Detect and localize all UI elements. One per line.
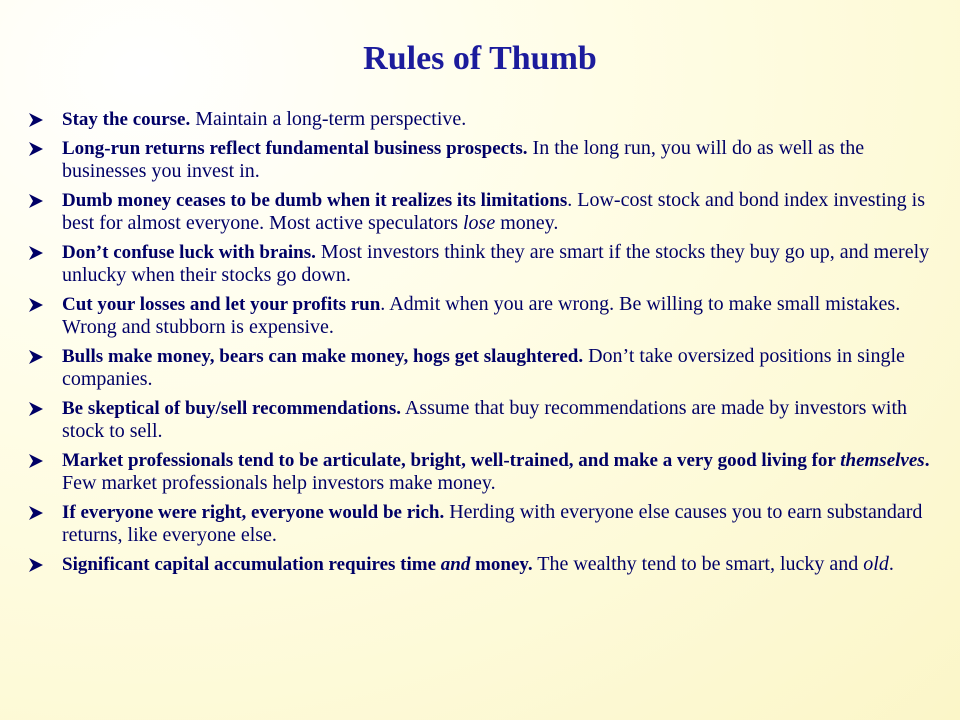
rules-list bbox=[28, 108, 940, 582]
rule-item bbox=[28, 108, 940, 131]
rule-body: . Admit when you are wrong. Be willing to make small mistakes. Wrong and stubborn is expensive. bbox=[62, 293, 901, 338]
rule-body: Most investors think they are smart if the stocks they buy go up, and merely unlucky when their stocks go down. bbox=[62, 241, 930, 286]
rule-lead: Long-run returns reflect fundamental business prospects. bbox=[62, 138, 528, 159]
arrowhead-bullet-icon bbox=[28, 401, 44, 417]
rule-item bbox=[28, 293, 940, 339]
arrowhead-bullet-icon bbox=[28, 112, 44, 128]
rule-body: In the long run, you will do as well as the businesses you invest in. bbox=[62, 137, 865, 182]
rule-lead-end: . bbox=[924, 450, 930, 471]
rule-lead: Bulls make money, bears can make money, hogs get slaughtered. bbox=[62, 346, 584, 367]
rule-lead-end: money. bbox=[470, 554, 533, 575]
rule-item bbox=[28, 553, 940, 576]
rule-lead bbox=[62, 554, 533, 575]
arrowhead-bullet-icon bbox=[28, 557, 44, 573]
rule-lead: Be skeptical of buy/sell recommendations. bbox=[62, 398, 402, 419]
arrowhead-bullet-icon bbox=[28, 297, 44, 313]
rule-lead-emphasis: themselves bbox=[840, 450, 925, 471]
rule-lead: If everyone were right, everyone would be rich. bbox=[62, 502, 445, 523]
arrowhead-bullet-icon bbox=[28, 453, 44, 469]
rule-lead-start: Market professionals tend to be articulate, bright, well-trained, and make a very good living for bbox=[62, 450, 841, 471]
arrowhead-bullet-icon bbox=[28, 141, 44, 157]
rule-item bbox=[28, 241, 940, 287]
rule-item bbox=[28, 449, 940, 495]
arrowhead-bullet-icon bbox=[28, 349, 44, 365]
rule-lead: Stay the course. bbox=[62, 109, 191, 130]
rule-lead-emphasis: and bbox=[440, 554, 471, 575]
rule-item bbox=[28, 397, 940, 443]
rule-emphasis: lose bbox=[463, 212, 496, 234]
rule-lead-start: Significant capital accumulation requires time bbox=[62, 554, 441, 575]
rule-emphasis: old bbox=[863, 553, 889, 575]
rule-body: . Low-cost stock and bond index investing is best for almost everyone. Most active speculators bbox=[62, 189, 925, 234]
arrowhead-bullet-icon bbox=[28, 505, 44, 521]
rule-body: Few market professionals help investors make money. bbox=[62, 472, 496, 494]
rule-lead: Cut your losses and let your profits run bbox=[62, 294, 381, 315]
rule-lead bbox=[62, 450, 929, 471]
rule-item bbox=[28, 501, 940, 547]
rule-body: Herding with everyone else causes you to earn substandard returns, like everyone else. bbox=[62, 501, 923, 546]
rule-item bbox=[28, 345, 940, 391]
rule-body: Maintain a long-term perspective. bbox=[190, 108, 467, 130]
arrowhead-bullet-icon bbox=[28, 245, 44, 261]
arrowhead-bullet-icon bbox=[28, 193, 44, 209]
rule-body: Don’t take oversized positions in single companies. bbox=[62, 345, 905, 390]
rule-lead: Don’t confuse luck with brains. bbox=[62, 242, 316, 263]
rule-item bbox=[28, 137, 940, 183]
rule-item bbox=[28, 189, 940, 235]
rule-body-end: . bbox=[888, 553, 894, 575]
rule-body-end: money. bbox=[495, 212, 559, 234]
rule-lead: Dumb money ceases to be dumb when it realizes its limitations bbox=[62, 190, 568, 211]
slide-title: Rules of Thumb bbox=[363, 40, 597, 77]
rule-body: Assume that buy recommendations are made by investors with stock to sell. bbox=[62, 397, 908, 442]
rule-body: The wealthy tend to be smart, lucky and bbox=[532, 553, 864, 575]
